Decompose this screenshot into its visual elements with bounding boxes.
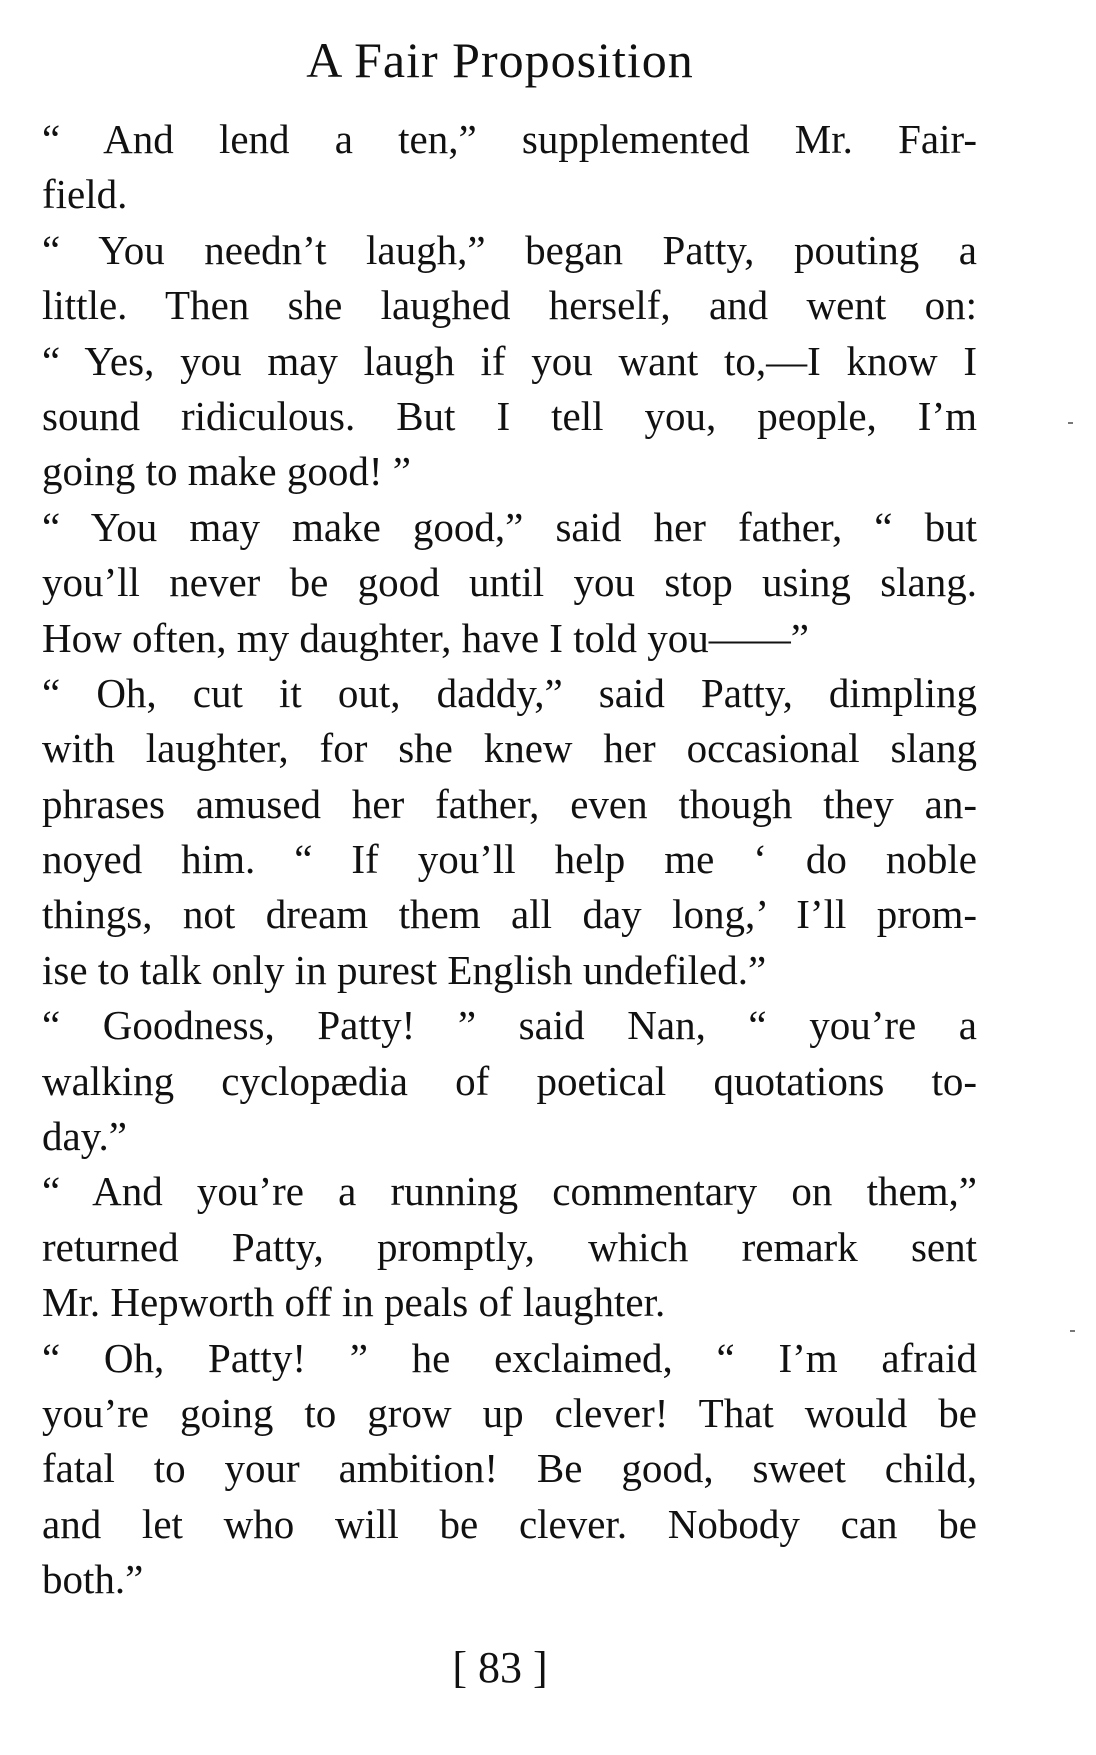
text-line: “ Oh, cut it out, daddy,” said Patty, dimpling xyxy=(42,669,977,716)
text-line: you’ll never be good until you stop using slang. xyxy=(42,559,977,606)
text-line: “ You needn’t laugh,” began Patty, pouting a xyxy=(42,226,977,273)
body-text xyxy=(42,112,977,1608)
text-line: you’re going to grow up clever! That would be xyxy=(42,1389,977,1436)
text-line: sound ridiculous. But I tell you, people, I’m xyxy=(42,392,977,439)
text-line: field. xyxy=(42,171,128,218)
text-line: fatal to your ambition! Be good, sweet child, xyxy=(42,1445,977,1492)
text-line: walking cyclopædia of poetical quotations to- xyxy=(42,1057,977,1104)
text-line: phrases amused her father, even though they an- xyxy=(42,780,977,827)
text-line: How often, my daughter, have I told you——” xyxy=(42,614,809,661)
margin-mark xyxy=(1070,1330,1075,1332)
text-line: “ And lend a ten,” supplemented Mr. Fair- xyxy=(42,116,977,162)
text-line: returned Patty, promptly, which remark sent xyxy=(42,1223,977,1270)
running-title: A Fair Proposition xyxy=(306,32,694,88)
text-line: going to make good! ” xyxy=(42,448,411,495)
text-line: “ Yes, you may laugh if you want to,—I know I xyxy=(42,337,977,384)
text-line: day.” xyxy=(42,1113,127,1160)
text-line: Mr. Hepworth off in peals of laughter. xyxy=(42,1279,666,1326)
text-line: ise to talk only in purest English undefiled.” xyxy=(42,946,767,993)
text-line: little. Then she laughed herself, and went on: xyxy=(42,282,977,329)
text-line: “ You may make good,” said her father, “ but xyxy=(42,503,977,550)
text-line: “ And you’re a running commentary on them,” xyxy=(42,1168,977,1215)
text-line: with laughter, for she knew her occasional slang xyxy=(42,725,977,772)
text-line: both.” xyxy=(42,1556,144,1603)
margin-mark xyxy=(1068,422,1073,424)
text-line: “ Goodness, Patty! ” said Nan, “ you’re a xyxy=(42,1002,977,1049)
text-line: “ Oh, Patty! ” he exclaimed, “ I’m afraid xyxy=(42,1334,977,1381)
page-number: [ 83 ] xyxy=(452,1643,548,1692)
text-line: noyed him. “ If you’ll help me ‘ do noble xyxy=(42,836,977,883)
text-line: things, not dream them all day long,’ I’ll prom- xyxy=(42,891,977,938)
text-line: and let who will be clever. Nobody can be xyxy=(42,1500,977,1547)
